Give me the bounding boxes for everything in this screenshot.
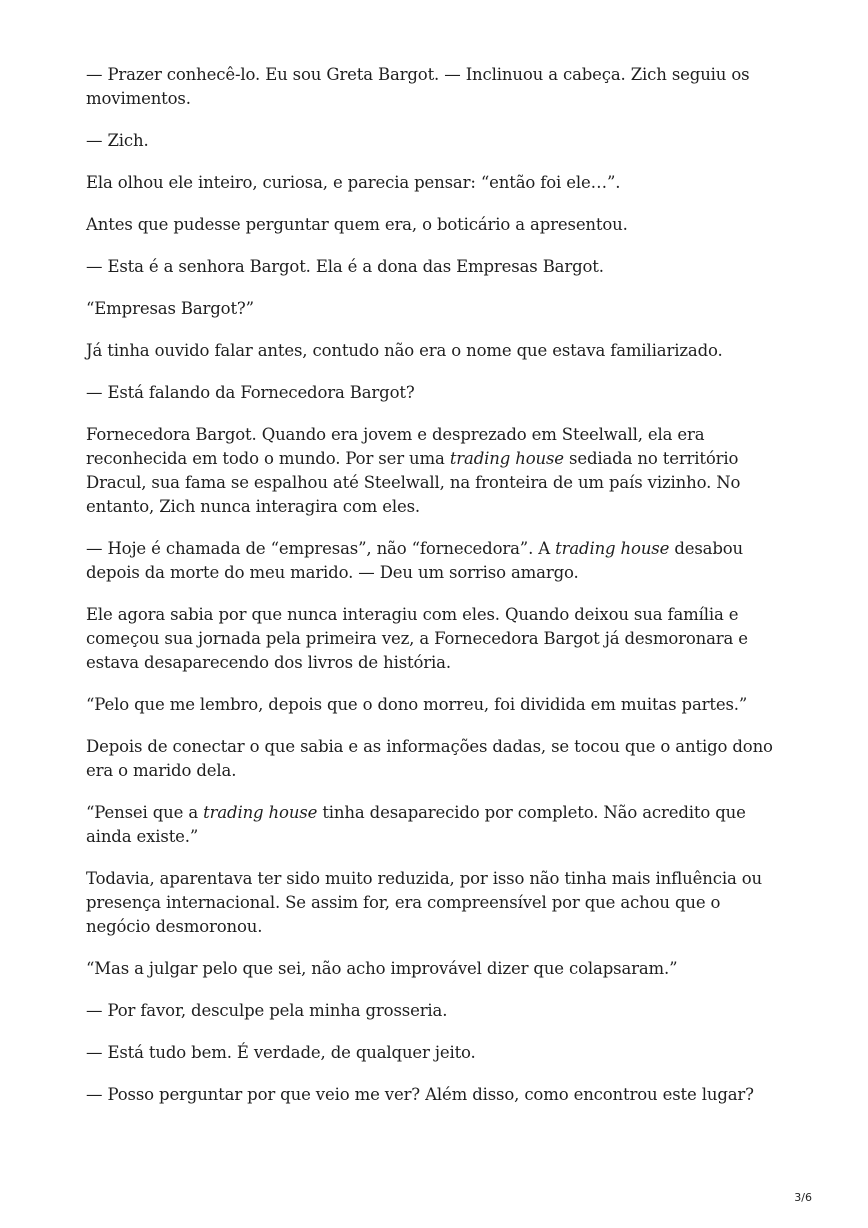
text-run: — Hoje é chamada de “empresas”, não “fornecedora”. A bbox=[86, 539, 556, 558]
text-run: — Por favor, desculpe pela minha grosseria. bbox=[86, 1001, 448, 1020]
text-run: Ele agora sabia por que nunca interagiu com eles. Quando deixou sua família e começou sua jornada pela primeira vez, a Fornecedora Bargot já desmoronara e estava desaparecendo dos livros de história. bbox=[86, 605, 748, 672]
paragraph-2 bbox=[86, 129, 786, 153]
paragraph-16 bbox=[86, 957, 786, 981]
text-run: sediada no território Dracul, sua fama se espalhou até Steelwall, na fronteira de um país vizinho. No entanto, Zich nunca interagira com eles. bbox=[86, 449, 741, 516]
paragraph-4 bbox=[86, 213, 786, 237]
paragraph-11 bbox=[86, 603, 786, 675]
text-run: Depois de conectar o que sabia e as informações dadas, se tocou que o antigo dono era o marido dela. bbox=[86, 737, 773, 780]
text-run: desabou depois da morte do meu marido. — Deu um sorriso amargo. bbox=[86, 539, 744, 582]
paragraph-13 bbox=[86, 735, 786, 783]
italic-term: trading house bbox=[555, 539, 670, 558]
text-run: — Está falando da Fornecedora Bargot? bbox=[86, 383, 415, 402]
text-run: Ela olhou ele inteiro, curiosa, e parecia pensar: “então foi ele…”. bbox=[86, 173, 621, 192]
paragraph-18 bbox=[86, 1041, 786, 1065]
text-run: — Esta é a senhora Bargot. Ela é a dona das Empresas Bargot. bbox=[86, 257, 604, 276]
paragraph-19 bbox=[86, 1083, 786, 1107]
text-run: “Empresas Bargot?” bbox=[86, 299, 254, 318]
text-run: “Pensei que a bbox=[86, 803, 204, 822]
paragraph-5 bbox=[86, 255, 786, 279]
paragraph-10 bbox=[86, 537, 786, 585]
text-run: — Prazer conhecê-lo. Eu sou Greta Bargot. — Inclinuou a cabeça. Zich seguiu os movimentos. bbox=[86, 65, 750, 108]
paragraph-12 bbox=[86, 693, 786, 717]
paragraph-17 bbox=[86, 999, 786, 1023]
paragraph-8 bbox=[86, 381, 786, 405]
paragraph-14 bbox=[86, 801, 786, 849]
text-run: Fornecedora Bargot. Quando era jovem e desprezado em Steelwall, ela era reconhecida em todo o mundo. Por ser uma bbox=[86, 425, 705, 468]
text-run: — Está tudo bem. É verdade, de qualquer jeito. bbox=[86, 1043, 476, 1062]
text-run: “Pelo que me lembro, depois que o dono morreu, foi dividida em muitas partes.” bbox=[86, 695, 748, 714]
text-run: “Mas a julgar pelo que sei, não acho improvável dizer que colapsaram.” bbox=[86, 959, 678, 978]
text-run: — Posso perguntar por que veio me ver? Além disso, como encontrou este lugar? bbox=[86, 1085, 754, 1104]
text-run: Já tinha ouvido falar antes, contudo não era o nome que estava familiarizado. bbox=[86, 341, 723, 360]
text-run: Antes que pudesse perguntar quem era, o boticário a apresentou. bbox=[86, 215, 628, 234]
document-body bbox=[86, 63, 786, 1125]
paragraph-9 bbox=[86, 423, 786, 519]
page-number: 3/6 bbox=[794, 1191, 812, 1204]
text-run: tinha desaparecido por completo. Não acredito que ainda existe.” bbox=[86, 803, 746, 846]
paragraph-15 bbox=[86, 867, 786, 939]
italic-term: trading house bbox=[449, 449, 564, 468]
paragraph-6 bbox=[86, 297, 786, 321]
paragraph-7 bbox=[86, 339, 786, 363]
paragraph-1 bbox=[86, 63, 786, 111]
italic-term: trading house bbox=[203, 803, 318, 822]
text-run: Todavia, aparentava ter sido muito reduzida, por isso não tinha mais influência ou presença internacional. Se assim for, era compreensível por que achou que o negócio desmoronou. bbox=[86, 869, 762, 936]
text-run: — Zich. bbox=[86, 131, 149, 150]
paragraph-3 bbox=[86, 171, 786, 195]
